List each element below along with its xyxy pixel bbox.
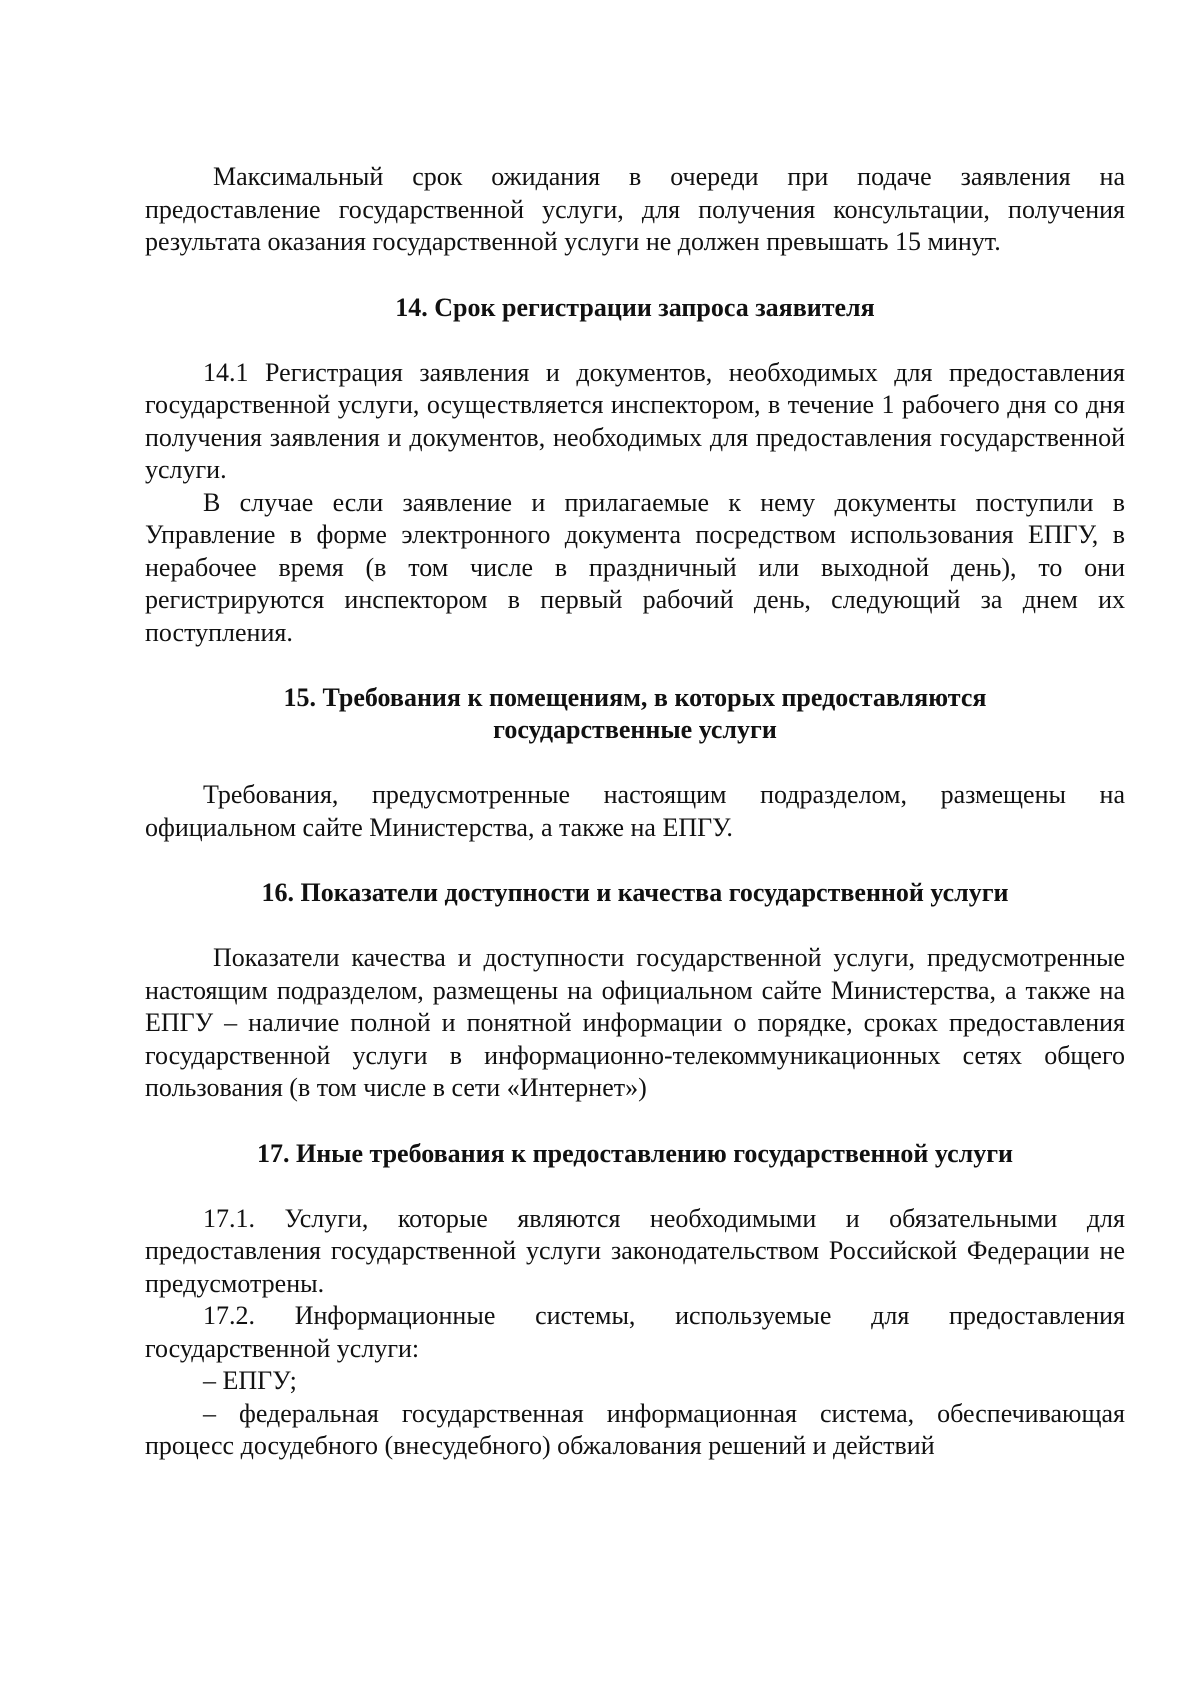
section-14-paragraph-2: В случае если заявление и прилагаемые к нему документы поступили в Управление в форме электронного документа посредством использования ЕПГУ, в нерабочее время (в том числе в праздничный или выходной день), то они регистрируются инспектором в первый рабочий день, следующий за днем их поступления. xyxy=(145,487,1125,647)
section-17-paragraph-2: 17.2. Информационные системы, используемые для предоставления государственной услуги: xyxy=(145,1301,1125,1363)
section-15-heading xyxy=(145,682,1125,746)
section-15-paragraph-1: Требования, предусмотренные настоящим подразделом, размещены на официальном сайте Министерства, а также на ЕПГУ. xyxy=(145,780,1125,842)
document-body xyxy=(145,161,1125,1463)
intro-paragraph: Максимальный срок ожидания в очереди при подаче заявления на предоставление государственной услуги, для получения консультации, получения результата оказания государственной услуги не должен превышать 15 минут. xyxy=(145,162,1125,256)
section-15-heading-line-2: государственные услуги xyxy=(493,715,777,744)
section-17-heading: 17. Иные требования к предоставлению государственной услуги xyxy=(256,1138,1014,1168)
section-15-heading-line-1: 15. Требования к помещениям, в которых предоставляются xyxy=(283,683,987,712)
section-14-paragraph-1: 14.1 Регистрация заявления и документов, необходимых для предоставления государственной услуги, осуществляется инспектором, в течение 1 рабочего дня со дня получения заявления и документов, необходимых для предоставления государственной услуги. xyxy=(145,357,1125,484)
section-16-heading: 16. Показатели доступности и качества государственной услуги xyxy=(261,878,1009,907)
section-17-list-item-2: – федеральная государственная информационная система, обеспечивающая процесс досудебного (внесудебного) обжалования решений и действий xyxy=(145,1398,1125,1460)
section-14-heading: 14. Срок регистрации запроса заявителя xyxy=(395,292,875,322)
section-16-paragraph-1: Показатели качества и доступности государственной услуги, предусмотренные настоящим подразделом, размещены на официальном сайте Министерства, а также на ЕПГУ – наличие полной и понятной информации о порядке, сроках предоставления государственной услуги в информационно-телекоммуникационных сетях общего пользования (в том числе в сети «Интернет») xyxy=(145,943,1125,1102)
section-17-list-item-1: – ЕПГУ; xyxy=(203,1366,297,1395)
section-17-paragraph-1: 17.1. Услуги, которые являются необходимыми и обязательными для предоставления государственной услуги законодательством Российской Федерации не предусмотрены. xyxy=(145,1203,1125,1298)
